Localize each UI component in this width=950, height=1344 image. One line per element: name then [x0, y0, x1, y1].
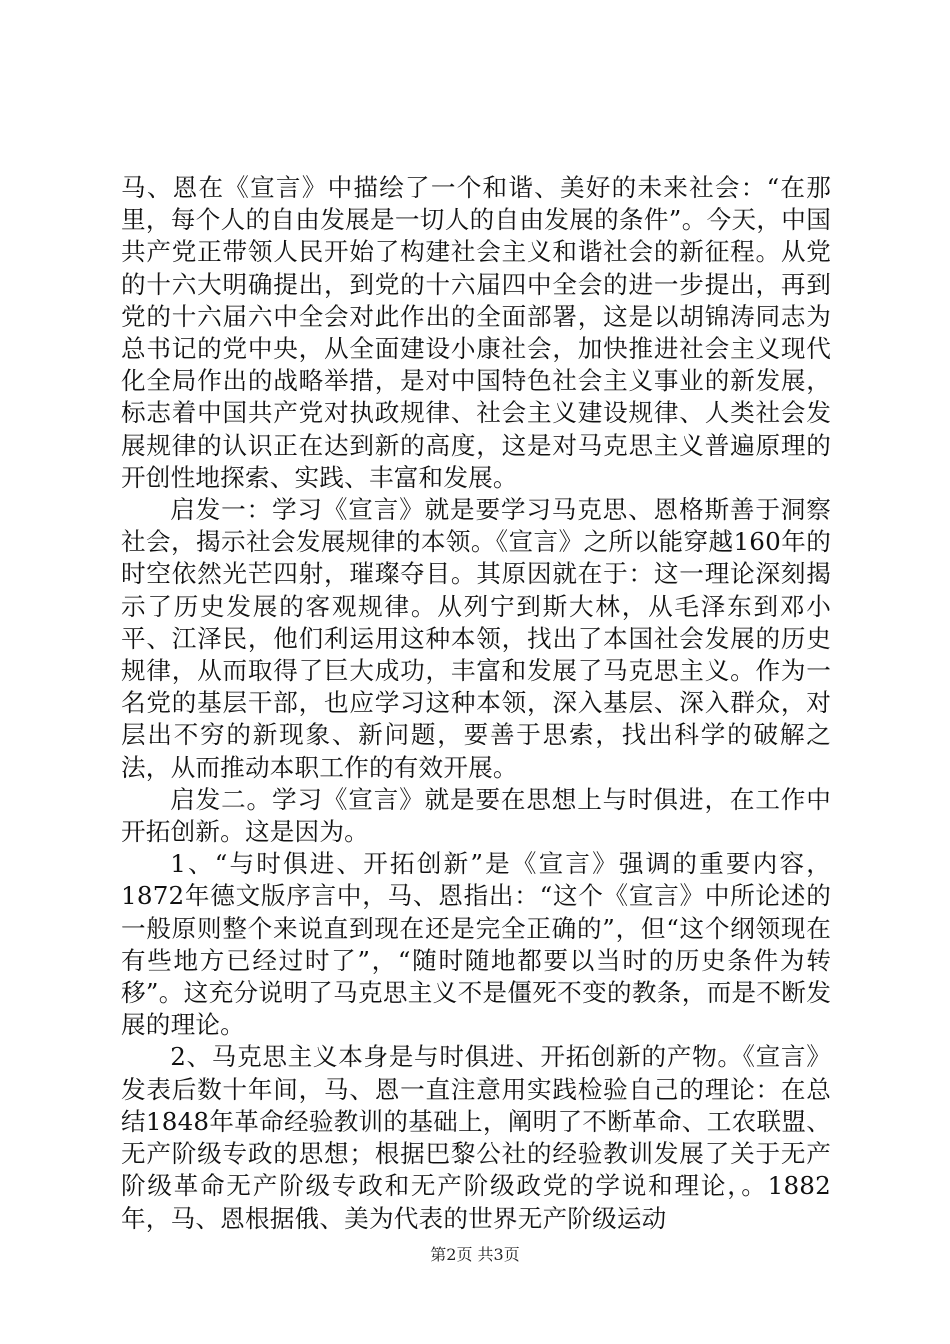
paragraph-4: 1、“与时俱进、开拓创新”是《宣言》强调的重要内容，1872年德文版序言中，马、恩指出：“这个《宣言》中所论述的一般原则整个来说直到现在还是完全正确的”，但“这个纲领现在有些地方已经过时了”，“随时随地都要以当时的历史条件为转移”。这充分说明了马克思主义不是僵死不变的教条，而是不断发展的理论。 — [121, 849, 831, 1040]
document-body — [121, 172, 831, 1235]
page-number-label: 第2页 共3页 — [430, 1245, 520, 1264]
paragraph-3: 启发二。学习《宣言》就是要在思想上与时俱进，在工作中开拓创新。这是因为。 — [121, 784, 831, 847]
paragraph-2: 启发一：学习《宣言》就是要学习马克思、恩格斯善于洞察社会，揭示社会发展规律的本领。《宣言》之所以能穿越160年的时空依然光芒四射，璀璨夺目。其原因就在于：这一理论深刻揭示了历史发展的客观规律。从列宁到斯大林，从毛泽东到邓小平、江泽民，他们利运用这种本领，找出了本国社会发展的历史规律，从而取得了巨大成功，丰富和发展了马克思主义。作为一名党的基层干部，也应学习这种本领，深入基层、深入群众，对层出不穷的新现象、新问题，要善于思索，找出科学的破解之法，从而推动本职工作的有效开展。 — [121, 495, 831, 782]
paragraph-5: 2、马克思主义本身是与时俱进、开拓创新的产物。《宣言》发表后数十年间，马、恩一直注意用实践检验自己的理论：在总结1848年革命经验教训的基础上，阐明了不断革命、工农联盟、无产阶级专政的思想；根据巴黎公社的经验教训发展了关于无产阶级革命无产阶级专政和无产阶级政党的学说和理论，。1882年，马、恩根据俄、美为代表的世界无产阶级运动 — [121, 1042, 831, 1233]
page-footer — [0, 1245, 950, 1265]
paragraph-1: 马、恩在《宣言》中描绘了一个和谐、美好的未来社会：“在那里，每个人的自由发展是一切人的自由发展的条件”。今天，中国共产党正带领人民开始了构建社会主义和谐社会的新征程。从党的十六大明确提出，到党的十六届四中全会的进一步提出，再到党的十六届六中全会对此作出的全面部署，这是以胡锦涛同志为总书记的党中央，从全面建设小康社会，加快推进社会主义现代化全局作出的战略举措，是对中国特色社会主义事业的新发展，标志着中国共产党对执政规律、社会主义建设规律、人类社会发展规律的认识正在达到新的高度，这是对马克思主义普遍原理的开创性地探索、实践、丰富和发展。 — [121, 173, 831, 492]
